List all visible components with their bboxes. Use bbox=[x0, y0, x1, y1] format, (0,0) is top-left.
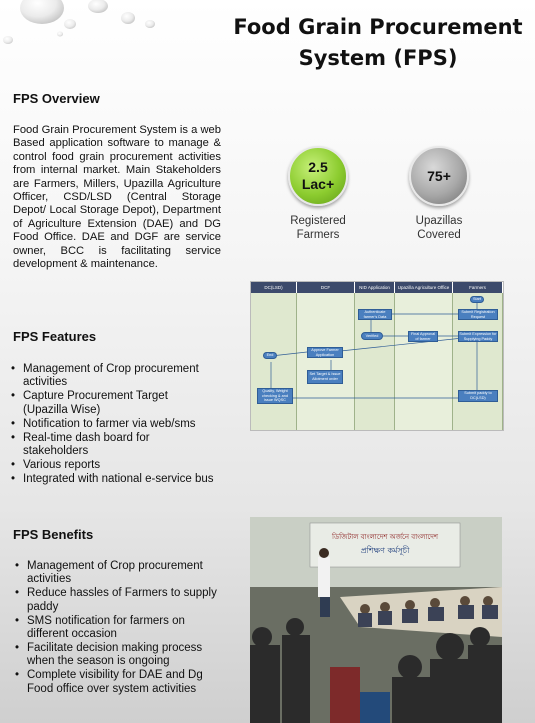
water-drops-decoration bbox=[0, 0, 200, 70]
flow-box: Submit paddy to DC(LSD) bbox=[458, 390, 498, 402]
list-item: • Various reports bbox=[9, 459, 214, 472]
flow-box: Quality, Weight checking & and issue WQSC bbox=[257, 388, 293, 404]
registered-farmers-value-2: Lac+ bbox=[301, 176, 335, 192]
process-flowchart bbox=[250, 281, 504, 431]
photo-illustration bbox=[250, 517, 502, 723]
list-item: • Facilitate decision making process when the season is ongoing bbox=[13, 642, 218, 669]
training-session-photo bbox=[250, 517, 502, 723]
lane-header: DC(LSD) bbox=[251, 282, 297, 293]
registered-farmers-label-1: Registered bbox=[290, 215, 346, 227]
flow-connectors bbox=[251, 282, 503, 430]
flow-box: Submit Expression for Supplying Paddy bbox=[459, 331, 497, 341]
overview-heading: FPS Overview bbox=[13, 91, 100, 106]
list-item: • Capture Procurement Target (Upazilla Wise) bbox=[9, 390, 214, 417]
overview-text: Food Grain Procurement System is a web Based application software to manage & control food grain procurement activities from internal market. Main Stakeholders are Farmers, Millers, Upazilla Agriculture Officer, CSD/LSD (Central Storage Depot/ Local Storage Depot), Department of Agriculture Extension (DAE) and DG Food Office. DAE and DGF are service owner, BCC is facilitating service development & maintenance. bbox=[13, 124, 221, 271]
registered-farmers-value-1: 2.5 bbox=[308, 159, 328, 175]
banner-text-2: প্রশিক্ষণ কর্মসূচী bbox=[360, 546, 410, 555]
registered-farmers-badge bbox=[288, 146, 348, 206]
flow-box: Final Approval of farmer bbox=[408, 331, 438, 342]
lane-header: DCF bbox=[297, 282, 355, 293]
features-heading: FPS Features bbox=[13, 329, 97, 344]
flow-box: Authenticate farmer's Data bbox=[358, 309, 392, 320]
list-item: • Complete visibility for DAE and Dg Food office over system activities bbox=[13, 669, 218, 696]
flow-decision: Verified bbox=[361, 332, 383, 340]
flow-box: Approve Farmer Application bbox=[307, 347, 343, 358]
flow-end: End bbox=[263, 352, 277, 359]
flow-box: Submit Registration Request bbox=[458, 309, 498, 320]
stat-upazillas-covered bbox=[394, 146, 484, 242]
list-item: • Integrated with national e-service bus bbox=[9, 473, 214, 486]
flow-box: Set Target & Issue Allotment order bbox=[307, 370, 343, 384]
flow-start: Start bbox=[470, 296, 484, 303]
benefits-list bbox=[13, 560, 218, 697]
upazillas-covered-label-1: Upazillas bbox=[415, 215, 463, 227]
features-list bbox=[9, 363, 214, 487]
lane-header: Upazilla Agriculture Office bbox=[395, 282, 453, 293]
list-item: • Reduce hassles of Farmers to supply paddy bbox=[13, 587, 218, 614]
upazillas-covered-label-2: Covered bbox=[417, 229, 461, 241]
banner-text: ডিজিটাল বাংলাদেশ অর্জনে বাংলাদেশ bbox=[331, 533, 439, 541]
upazillas-covered-badge bbox=[409, 146, 469, 206]
list-item: • Notification to farmer via web/sms bbox=[9, 418, 214, 431]
page-title: Food Grain Procurement System (FPS) bbox=[233, 15, 523, 70]
benefits-heading: FPS Benefits bbox=[13, 527, 94, 542]
list-item: • Management of Crop procurement activities bbox=[13, 560, 218, 587]
lane-header: NID Application bbox=[355, 282, 395, 293]
lane-header: Farmers bbox=[453, 282, 503, 293]
list-item: • SMS notification for farmers on different occasion bbox=[13, 615, 218, 642]
list-item: • Real-time dash board for stakeholders bbox=[9, 432, 214, 459]
registered-farmers-label-2: Farmers bbox=[296, 229, 340, 241]
stat-registered-farmers bbox=[273, 146, 363, 242]
list-item: • Management of Crop procurement activities bbox=[9, 363, 214, 390]
upazillas-covered-value: 75+ bbox=[427, 167, 451, 184]
